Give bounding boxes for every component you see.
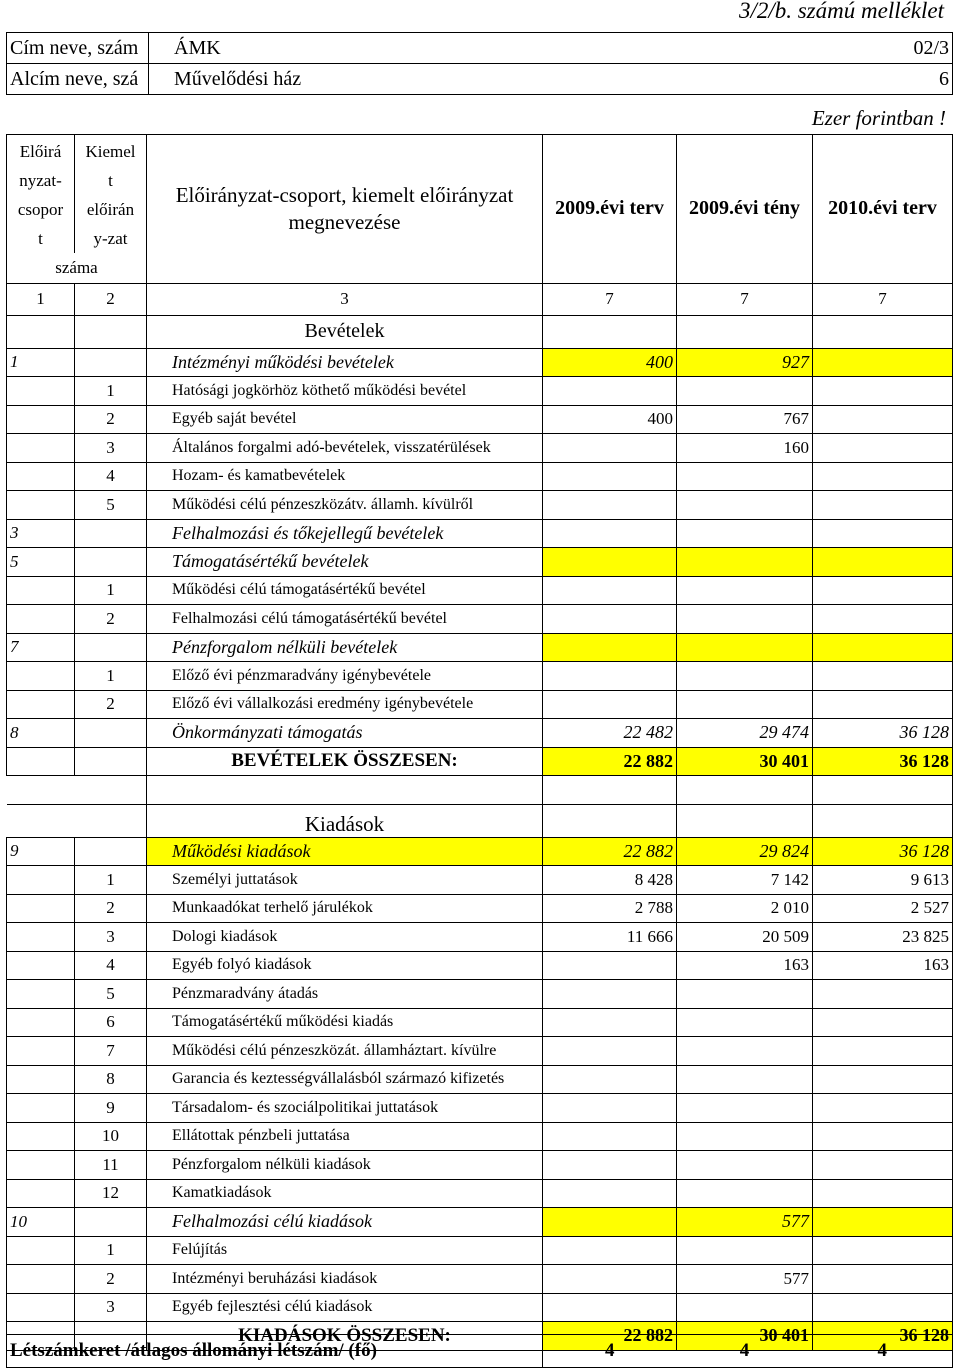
- plan-2009-value: [543, 462, 677, 491]
- actual-2009-value: [677, 980, 813, 1009]
- group-number: 7: [7, 633, 75, 662]
- headcount-table: [6, 1334, 953, 1368]
- actual-2009-value: 767: [677, 405, 813, 434]
- expense-row: [7, 1265, 953, 1294]
- item-name: Társadalom- és szociálpolitikai juttatások: [147, 1094, 543, 1123]
- group-number: [7, 1037, 75, 1066]
- plan-2009-value: [543, 1236, 677, 1265]
- title-row: [7, 33, 953, 64]
- actual-2009-value: 29 824: [677, 837, 813, 866]
- plan-2010-value: [813, 1008, 953, 1037]
- item-name: Hozam- és kamatbevételek: [147, 462, 543, 491]
- income-row: [7, 377, 953, 406]
- income-row: [7, 576, 953, 605]
- item-number: 3: [75, 1293, 147, 1322]
- plan-2009-value: [543, 1008, 677, 1037]
- item-name: Felhalmozási és tőkejellegű bevételek: [147, 519, 543, 548]
- plan-2009-value: [543, 1179, 677, 1208]
- headcount-label: Létszámkeret /átlagos állományi létszám/ (fő): [7, 1335, 543, 1368]
- actual-2009-value: [677, 690, 813, 719]
- item-name: Egyéb fejlesztési célú kiadások: [147, 1293, 543, 1322]
- item-name: Munkaadókat terhelő járulékok: [147, 894, 543, 923]
- group-number: 9: [7, 837, 75, 866]
- plan-2009-value: [543, 1208, 677, 1237]
- actual-2009-value: [677, 1179, 813, 1208]
- plan-2009-value: [543, 491, 677, 520]
- item-name: Intézményi működési bevételek: [147, 348, 543, 377]
- actual-2009-header: 2009.évi tény: [677, 135, 813, 284]
- unit-note: Ezer forintban !: [811, 106, 946, 130]
- plan-2009-value: [543, 1037, 677, 1066]
- colnum-4: 7: [543, 283, 677, 315]
- expense-row: [7, 1094, 953, 1123]
- headcount-row: [7, 1335, 953, 1368]
- item-name: Előző évi pénzmaradvány igénybevétele: [147, 662, 543, 691]
- colnum-3: 3: [147, 283, 543, 315]
- item-name: Működési célú pénzeszközát. államháztart. kívülre: [147, 1037, 543, 1066]
- item-number: 8: [75, 1065, 147, 1094]
- item-number: [75, 548, 147, 577]
- item-name: Általános forgalmi adó-bevételek, visszatérülések: [147, 434, 543, 463]
- item-number: 1: [75, 866, 147, 895]
- plan-2009-value: [543, 1122, 677, 1151]
- item-name: Pénzmaradvány átadás: [147, 980, 543, 1009]
- group-number: 8: [7, 719, 75, 748]
- actual-2009-value: [677, 605, 813, 634]
- group-number: [7, 866, 75, 895]
- expense-row: [7, 980, 953, 1009]
- item-number: 10: [75, 1122, 147, 1151]
- expense-row: [7, 1037, 953, 1066]
- subtitle-label: Alcím neve, szá: [7, 64, 149, 95]
- plan-2010-value: [813, 1065, 953, 1094]
- income-row: [7, 719, 953, 748]
- plan-2009-value: [543, 377, 677, 406]
- group-number: [7, 377, 75, 406]
- item-number: [75, 837, 147, 866]
- plan-2009-value: 8 428: [543, 866, 677, 895]
- expense-row: [7, 1208, 953, 1237]
- group-number: [7, 1293, 75, 1322]
- income-row: [7, 462, 953, 491]
- income-row: [7, 405, 953, 434]
- group-number: [7, 1265, 75, 1294]
- group-number: [7, 662, 75, 691]
- item-name: Működési célú támogatásértékű bevétel: [147, 576, 543, 605]
- plan-2009-value: [543, 980, 677, 1009]
- item-number: 5: [75, 491, 147, 520]
- expense-row: [7, 866, 953, 895]
- group-number: [7, 923, 75, 952]
- plan-2009-value: [543, 1065, 677, 1094]
- group-number: [7, 605, 75, 634]
- expense-row: [7, 951, 953, 980]
- name-column-header: Előirányzat-csoport, kiemelt előirányzat megnevezése: [147, 135, 543, 284]
- item-name: Felhalmozási célú kiadások: [147, 1208, 543, 1237]
- header-table: [6, 32, 953, 95]
- subtitle-row: [7, 64, 953, 95]
- plan-2009-value: 400: [543, 348, 677, 377]
- item-number: [75, 519, 147, 548]
- group-number: 1: [7, 348, 75, 377]
- plan-2009-value: [543, 1265, 677, 1294]
- item-name: Garancia és keztességvállalásból származó kifizetés: [147, 1065, 543, 1094]
- group-number: [7, 491, 75, 520]
- item-number: 12: [75, 1179, 147, 1208]
- item-name: Előző évi vállalkozási eredmény igénybevétele: [147, 690, 543, 719]
- item-name: Hatósági jogkörhöz köthető működési bevétel: [147, 377, 543, 406]
- plan-2010-value: [813, 377, 953, 406]
- plan-2009-value: 22 482: [543, 719, 677, 748]
- actual-2009-value: [677, 1008, 813, 1037]
- item-name: Dologi kiadások: [147, 923, 543, 952]
- actual-2009-value: [677, 1151, 813, 1180]
- item-number: 11: [75, 1151, 147, 1180]
- expense-row: [7, 1293, 953, 1322]
- plan-2009-value: [543, 576, 677, 605]
- title-code: 02/3: [884, 33, 953, 64]
- expense-total-plan-2010: 36 128: [813, 1322, 953, 1351]
- colnum-5: 7: [677, 283, 813, 315]
- plan-2009-value: [543, 662, 677, 691]
- actual-2009-value: 160: [677, 434, 813, 463]
- actual-2009-value: [677, 548, 813, 577]
- item-name: Önkormányzati támogatás: [147, 719, 543, 748]
- actual-2009-value: [677, 377, 813, 406]
- group-number: [7, 1122, 75, 1151]
- actual-2009-value: 927: [677, 348, 813, 377]
- group-number: [7, 1094, 75, 1123]
- actual-2009-value: [677, 1065, 813, 1094]
- income-row: [7, 662, 953, 691]
- plan-2010-value: [813, 690, 953, 719]
- plan-2010-value: [813, 1151, 953, 1180]
- item-name: Pénzforgalom nélküli bevételek: [147, 633, 543, 662]
- plan-2010-value: [813, 1236, 953, 1265]
- colnum-6: 7: [813, 283, 953, 315]
- item-name: Támogatásértékű bevételek: [147, 548, 543, 577]
- plan-2010-value: 23 825: [813, 923, 953, 952]
- plan-2009-value: [543, 633, 677, 662]
- headcount-plan-2010: 4: [813, 1335, 953, 1368]
- plan-2010-value: [813, 980, 953, 1009]
- colnum-1: 1: [7, 283, 75, 315]
- item-name: Egyéb folyó kiadások: [147, 951, 543, 980]
- item-number: 4: [75, 462, 147, 491]
- plan-2009-value: [543, 951, 677, 980]
- item-column-header: Kiemel t előirán y-zat: [75, 135, 147, 254]
- income-heading: Bevételek: [147, 315, 543, 348]
- item-number: 1: [75, 576, 147, 605]
- column-number-row: [7, 283, 953, 315]
- actual-2009-value: 29 474: [677, 719, 813, 748]
- headcount-plan-2009: 4: [543, 1335, 677, 1368]
- item-number: 1: [75, 377, 147, 406]
- item-name: Intézményi beruházási kiadások: [147, 1265, 543, 1294]
- subtitle-code: 6: [884, 64, 953, 95]
- item-number: 2: [75, 405, 147, 434]
- plan-2010-header: 2010.évi terv: [813, 135, 953, 284]
- expense-row: [7, 1151, 953, 1180]
- income-row: [7, 519, 953, 548]
- actual-2009-value: 577: [677, 1265, 813, 1294]
- spacer-row: [7, 776, 953, 805]
- plan-2010-value: [813, 633, 953, 662]
- item-number: 1: [75, 662, 147, 691]
- expense-row: [7, 1008, 953, 1037]
- item-number: 4: [75, 951, 147, 980]
- plan-2010-value: [813, 1122, 953, 1151]
- item-number: [75, 348, 147, 377]
- plan-2010-value: [813, 405, 953, 434]
- income-row: [7, 605, 953, 634]
- plan-2009-value: 400: [543, 405, 677, 434]
- group-column-header: Előirá nyzat- csopor t: [7, 135, 75, 254]
- actual-2009-value: 577: [677, 1208, 813, 1237]
- item-number: 5: [75, 980, 147, 1009]
- income-row: [7, 491, 953, 520]
- income-total-actual-2009: 30 401: [677, 747, 813, 776]
- group-number: [7, 405, 75, 434]
- plan-2009-value: [543, 1151, 677, 1180]
- plan-2010-value: [813, 605, 953, 634]
- item-number: 2: [75, 690, 147, 719]
- income-heading-row: [7, 315, 953, 348]
- group-number: [7, 1008, 75, 1037]
- szama-header: száma: [7, 253, 147, 283]
- actual-2009-value: [677, 576, 813, 605]
- plan-2010-value: [813, 348, 953, 377]
- plan-2010-value: [813, 519, 953, 548]
- plan-2009-value: [543, 605, 677, 634]
- expense-row: [7, 1122, 953, 1151]
- group-number: [7, 1179, 75, 1208]
- actual-2009-value: 163: [677, 951, 813, 980]
- plan-2009-value: [543, 548, 677, 577]
- income-row: [7, 348, 953, 377]
- expense-row: [7, 894, 953, 923]
- item-name: Felhalmozási célú támogatásértékű bevétel: [147, 605, 543, 634]
- group-number: [7, 462, 75, 491]
- plan-2010-value: [813, 1094, 953, 1123]
- group-number: [7, 951, 75, 980]
- plan-2009-header: 2009.évi terv: [543, 135, 677, 284]
- income-total-row: [7, 747, 953, 776]
- plan-2010-value: 163: [813, 951, 953, 980]
- plan-2009-value: 2 788: [543, 894, 677, 923]
- item-name: Felújítás: [147, 1236, 543, 1265]
- item-number: 6: [75, 1008, 147, 1037]
- expense-heading-row: [7, 804, 953, 837]
- column-header-row: [7, 135, 953, 254]
- expense-heading: Kiadások: [147, 804, 543, 837]
- income-row: [7, 690, 953, 719]
- item-name: Működési célú pénzeszközátv. államh. kívülről: [147, 491, 543, 520]
- plan-2010-value: 36 128: [813, 719, 953, 748]
- plan-2009-value: [543, 519, 677, 548]
- item-number: 2: [75, 605, 147, 634]
- group-number: 3: [7, 519, 75, 548]
- plan-2009-value: [543, 1293, 677, 1322]
- group-number: [7, 894, 75, 923]
- plan-2010-value: 2 527: [813, 894, 953, 923]
- actual-2009-value: 20 509: [677, 923, 813, 952]
- item-number: 1: [75, 1236, 147, 1265]
- item-name: Pénzforgalom nélküli kiadások: [147, 1151, 543, 1180]
- plan-2010-value: [813, 491, 953, 520]
- income-row: [7, 548, 953, 577]
- item-number: [75, 1208, 147, 1237]
- item-name: Támogatásértékű működési kiadás: [147, 1008, 543, 1037]
- actual-2009-value: [677, 633, 813, 662]
- colnum-2: 2: [75, 283, 147, 315]
- group-number: 5: [7, 548, 75, 577]
- group-number: 10: [7, 1208, 75, 1237]
- plan-2009-value: 11 666: [543, 923, 677, 952]
- expense-row: [7, 923, 953, 952]
- expense-row: [7, 1179, 953, 1208]
- income-row: [7, 633, 953, 662]
- plan-2009-value: [543, 434, 677, 463]
- subtitle-value: Művelődési ház: [149, 64, 884, 95]
- group-number: [7, 690, 75, 719]
- group-number: [7, 1065, 75, 1094]
- expense-row: [7, 1236, 953, 1265]
- plan-2010-value: [813, 1293, 953, 1322]
- plan-2010-value: [813, 662, 953, 691]
- plan-2010-value: 36 128: [813, 837, 953, 866]
- item-name: Működési kiadások: [147, 837, 543, 866]
- plan-2009-value: 22 882: [543, 837, 677, 866]
- actual-2009-value: [677, 1094, 813, 1123]
- expense-total-plan-2009: 22 882: [543, 1322, 677, 1351]
- plan-2010-value: [813, 1037, 953, 1066]
- title-value: ÁMK: [149, 33, 884, 64]
- plan-2010-value: [813, 1179, 953, 1208]
- plan-2010-value: [813, 434, 953, 463]
- item-number: [75, 719, 147, 748]
- actual-2009-value: 2 010: [677, 894, 813, 923]
- title-label: Cím neve, szám: [7, 33, 149, 64]
- plan-2010-value: [813, 576, 953, 605]
- plan-2010-value: [813, 1208, 953, 1237]
- item-number: 7: [75, 1037, 147, 1066]
- item-number: [75, 633, 147, 662]
- income-row: [7, 434, 953, 463]
- plan-2010-value: 9 613: [813, 866, 953, 895]
- income-total-label: BEVÉTELEK ÖSSZESEN:: [147, 747, 543, 776]
- expense-row: [7, 837, 953, 866]
- group-number: [7, 980, 75, 1009]
- expense-total-actual-2009: 30 401: [677, 1322, 813, 1351]
- item-number: 3: [75, 434, 147, 463]
- expense-total-label: KIADÁSOK ÖSSZESEN:: [147, 1322, 543, 1351]
- plan-2009-value: [543, 690, 677, 719]
- actual-2009-value: [677, 462, 813, 491]
- plan-2009-value: [543, 1094, 677, 1123]
- actual-2009-value: [677, 1293, 813, 1322]
- group-number: [7, 576, 75, 605]
- budget-table: [6, 134, 953, 1351]
- group-number: [7, 1236, 75, 1265]
- item-number: 9: [75, 1094, 147, 1123]
- actual-2009-value: [677, 662, 813, 691]
- item-name: Ellátottak pénzbeli juttatása: [147, 1122, 543, 1151]
- item-number: 2: [75, 1265, 147, 1294]
- actual-2009-value: [677, 491, 813, 520]
- actual-2009-value: [677, 1037, 813, 1066]
- item-number: 3: [75, 923, 147, 952]
- plan-2010-value: [813, 548, 953, 577]
- group-number: [7, 1151, 75, 1180]
- item-name: Személyi juttatások: [147, 866, 543, 895]
- annex-title: 3/2/b. számú melléklet: [738, 0, 944, 23]
- actual-2009-value: 7 142: [677, 866, 813, 895]
- item-name: Egyéb saját bevétel: [147, 405, 543, 434]
- income-total-plan-2009: 22 882: [543, 747, 677, 776]
- plan-2010-value: [813, 1265, 953, 1294]
- actual-2009-value: [677, 1236, 813, 1265]
- actual-2009-value: [677, 519, 813, 548]
- item-name: Kamatkiadások: [147, 1179, 543, 1208]
- actual-2009-value: [677, 1122, 813, 1151]
- headcount-actual-2009: 4: [677, 1335, 813, 1368]
- item-number: 2: [75, 894, 147, 923]
- plan-2010-value: [813, 462, 953, 491]
- income-total-plan-2010: 36 128: [813, 747, 953, 776]
- expense-row: [7, 1065, 953, 1094]
- group-number: [7, 434, 75, 463]
